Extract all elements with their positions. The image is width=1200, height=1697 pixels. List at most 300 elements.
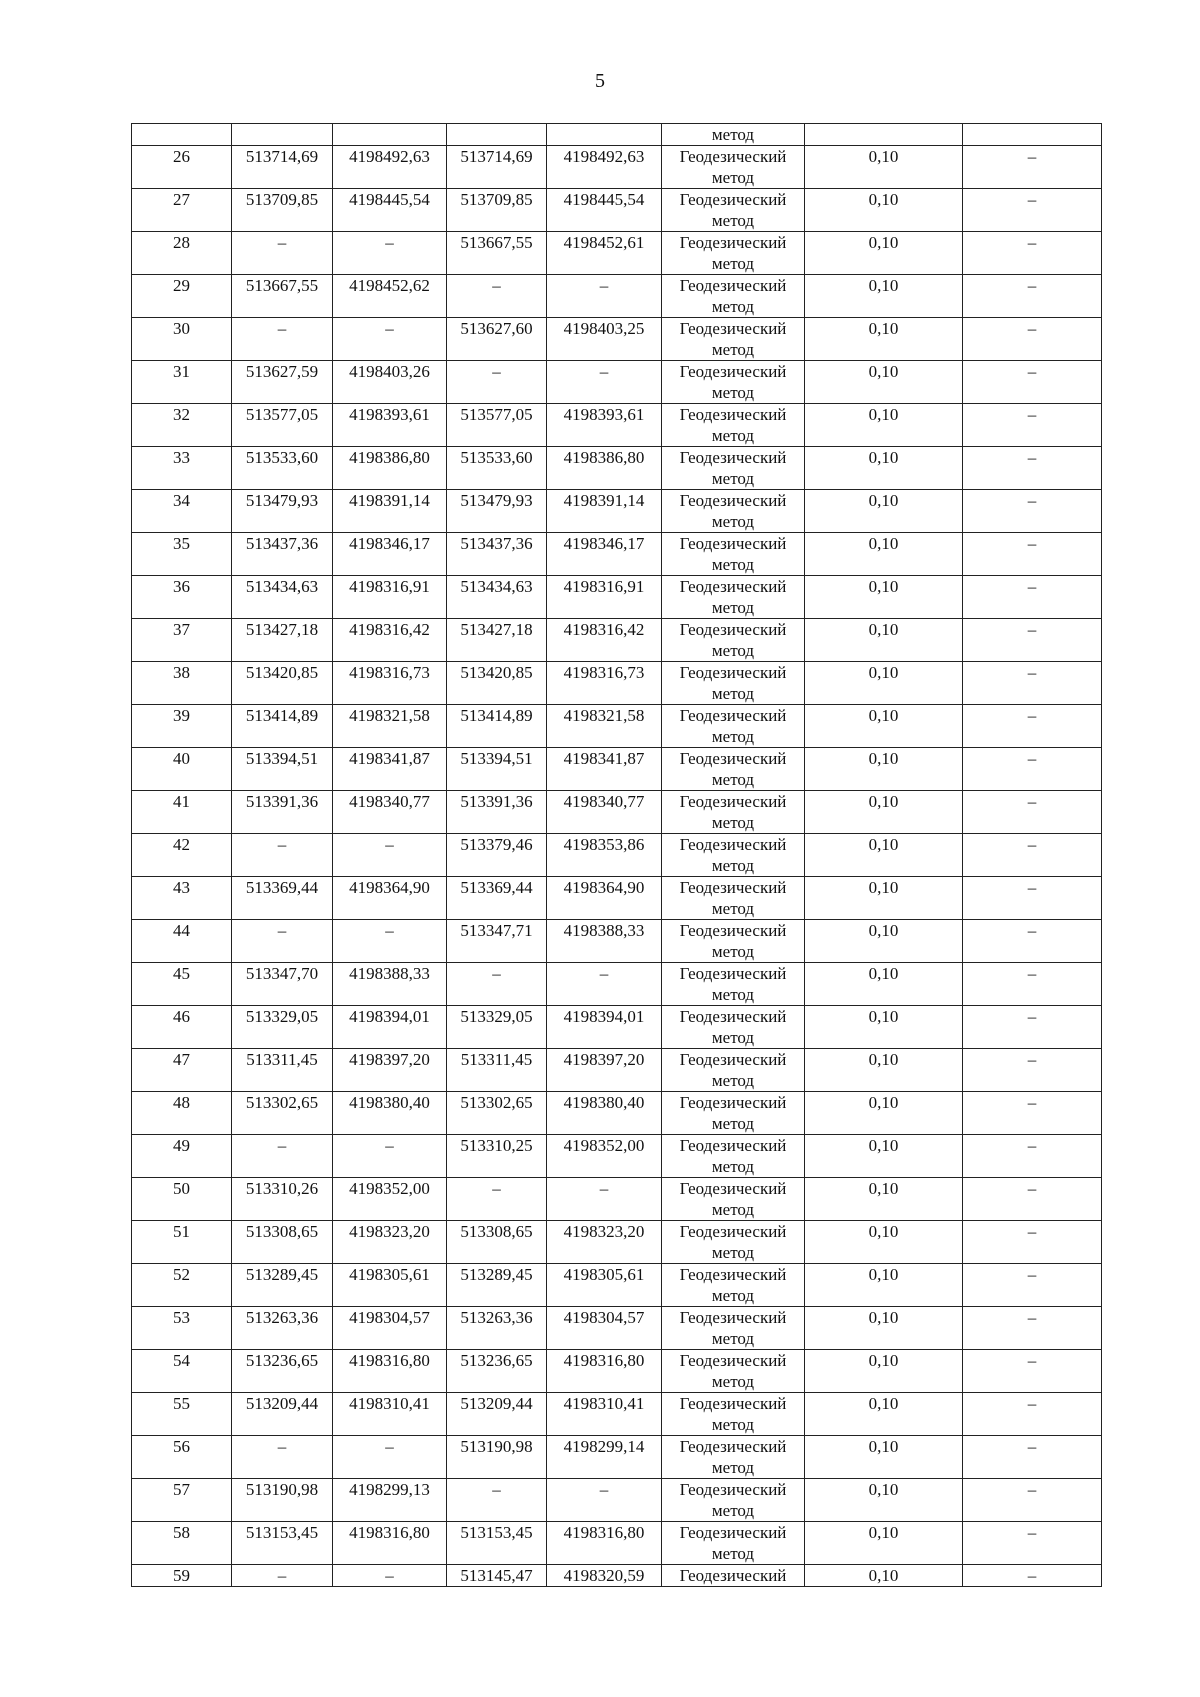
method-line1: Геодезический [679, 1351, 787, 1370]
cell-precision: 0,10 [805, 318, 963, 361]
cell-note: – [963, 318, 1102, 361]
cell-number: 46 [132, 1006, 232, 1049]
cell-y1: 4198316,42 [333, 619, 447, 662]
method-line1: Геодезический [679, 620, 787, 639]
cell-x1: 513667,55 [232, 275, 333, 318]
cell-note: – [963, 1393, 1102, 1436]
cell-y2: 4198403,25 [547, 318, 662, 361]
cell-note: – [963, 275, 1102, 318]
cell-precision: 0,10 [805, 1479, 963, 1522]
cell-precision: 0,10 [805, 1006, 963, 1049]
cell-x1: 513302,65 [232, 1092, 333, 1135]
cell-x1: 513347,70 [232, 963, 333, 1006]
cell-y2: 4198352,00 [547, 1135, 662, 1178]
table-row [132, 1436, 1102, 1479]
cell-precision: 0,10 [805, 834, 963, 877]
cell-precision: 0,10 [805, 1350, 963, 1393]
cell-x1: 513369,44 [232, 877, 333, 920]
cell-y1: 4198394,01 [333, 1006, 447, 1049]
cell-precision: 0,10 [805, 1565, 963, 1587]
cell-precision: 0,10 [805, 533, 963, 576]
method-line1: Геодезический [679, 1566, 787, 1585]
cell-method [662, 1479, 805, 1522]
cell-y2: 4198492,63 [547, 146, 662, 189]
method-line1: Геодезический [679, 1093, 787, 1112]
cell-precision: 0,10 [805, 490, 963, 533]
cell-method [662, 1307, 805, 1350]
method-line2: метод [711, 254, 755, 273]
cell-number: 55 [132, 1393, 232, 1436]
cell-note: – [963, 146, 1102, 189]
cell-x1: 513209,44 [232, 1393, 333, 1436]
table-row [132, 447, 1102, 490]
method-line1: Геодезический [679, 1480, 787, 1499]
cell-x2: 513329,05 [447, 1006, 547, 1049]
cell-precision: 0,10 [805, 963, 963, 1006]
cell-number: 32 [132, 404, 232, 447]
cell-method [662, 1565, 805, 1587]
cell-x2: 513434,63 [447, 576, 547, 619]
cell-number: 31 [132, 361, 232, 404]
cell-y2: 4198316,73 [547, 662, 662, 705]
cell-method [662, 791, 805, 834]
method-line2: метод [711, 641, 755, 660]
cell-method [662, 404, 805, 447]
cell-x1: 513434,63 [232, 576, 333, 619]
method-line2: метод [711, 1372, 755, 1391]
cell-y1: 4198364,90 [333, 877, 447, 920]
cell-method [662, 275, 805, 318]
cell-y1 [333, 124, 447, 146]
table-row [132, 404, 1102, 447]
cell-method [662, 1350, 805, 1393]
cell-x2: 513437,36 [447, 533, 547, 576]
cell-y2: 4198397,20 [547, 1049, 662, 1092]
cell-precision: 0,10 [805, 662, 963, 705]
method-line2: метод [711, 426, 755, 445]
cell-x2: – [447, 963, 547, 1006]
cell-note: – [963, 963, 1102, 1006]
cell-note: – [963, 619, 1102, 662]
cell-precision: 0,10 [805, 920, 963, 963]
cell-x2: 513414,89 [447, 705, 547, 748]
method-line2: метод [711, 340, 755, 359]
cell-x2: 513190,98 [447, 1436, 547, 1479]
cell-note: – [963, 1565, 1102, 1587]
table-row [132, 748, 1102, 791]
table-row [132, 1522, 1102, 1565]
method-line2: метод [711, 1200, 755, 1219]
cell-y1: 4198397,20 [333, 1049, 447, 1092]
table-row [132, 576, 1102, 619]
cell-x2: 513420,85 [447, 662, 547, 705]
cell-number: 53 [132, 1307, 232, 1350]
cell-note: – [963, 920, 1102, 963]
cell-note: – [963, 705, 1102, 748]
method-line2: метод [711, 1501, 755, 1520]
cell-x1: 513329,05 [232, 1006, 333, 1049]
method-line2: метод [711, 727, 755, 746]
cell-x1: – [232, 1135, 333, 1178]
cell-precision: 0,10 [805, 1221, 963, 1264]
cell-precision: 0,10 [805, 447, 963, 490]
cell-note: – [963, 576, 1102, 619]
cell-y1: 4198316,80 [333, 1350, 447, 1393]
cell-precision: 0,10 [805, 361, 963, 404]
cell-method [662, 189, 805, 232]
cell-y2: 4198346,17 [547, 533, 662, 576]
cell-precision [805, 124, 963, 146]
cell-x1: – [232, 1436, 333, 1479]
table-row [132, 1006, 1102, 1049]
cell-note: – [963, 1264, 1102, 1307]
cell-y1: 4198492,63 [333, 146, 447, 189]
cell-method [662, 920, 805, 963]
cell-x2: 513427,18 [447, 619, 547, 662]
cell-method: метод [662, 124, 805, 146]
cell-note: – [963, 490, 1102, 533]
cell-note: – [963, 404, 1102, 447]
method-line1: Геодезический [679, 1136, 787, 1155]
cell-y1: 4198304,57 [333, 1307, 447, 1350]
table-row [132, 619, 1102, 662]
cell-x2: – [447, 275, 547, 318]
cell-y2: – [547, 963, 662, 1006]
cell-number: 56 [132, 1436, 232, 1479]
cell-y1: 4198452,62 [333, 275, 447, 318]
table-row [132, 318, 1102, 361]
method-line2: метод [711, 985, 755, 1004]
cell-y1: – [333, 1436, 447, 1479]
cell-precision: 0,10 [805, 146, 963, 189]
cell-number: 42 [132, 834, 232, 877]
method-line1: Геодезический [679, 878, 787, 897]
cell-x2: 513302,65 [447, 1092, 547, 1135]
cell-note: – [963, 1006, 1102, 1049]
cell-x2: 513311,45 [447, 1049, 547, 1092]
cell-method [662, 1178, 805, 1221]
cell-y2: 4198353,86 [547, 834, 662, 877]
cell-y1: 4198403,26 [333, 361, 447, 404]
cell-y2: 4198340,77 [547, 791, 662, 834]
cell-number: 51 [132, 1221, 232, 1264]
cell-note: – [963, 1049, 1102, 1092]
cell-y2: 4198445,54 [547, 189, 662, 232]
cell-y1: 4198380,40 [333, 1092, 447, 1135]
cell-note: – [963, 189, 1102, 232]
cell-note: – [963, 361, 1102, 404]
cell-number: 47 [132, 1049, 232, 1092]
cell-note: – [963, 748, 1102, 791]
cell-number: 36 [132, 576, 232, 619]
cell-number: 50 [132, 1178, 232, 1221]
cell-method [662, 361, 805, 404]
cell-method [662, 619, 805, 662]
cell-method [662, 1049, 805, 1092]
table-row [132, 963, 1102, 1006]
cell-note: – [963, 1479, 1102, 1522]
cell-y1: 4198352,00 [333, 1178, 447, 1221]
cell-y1: 4198305,61 [333, 1264, 447, 1307]
cell-x2: 513577,05 [447, 404, 547, 447]
page-number: 5 [595, 70, 605, 92]
cell-y1: 4198346,17 [333, 533, 447, 576]
cell-number: 40 [132, 748, 232, 791]
cell-x2: 513709,85 [447, 189, 547, 232]
method-line1: Геодезический [679, 190, 787, 209]
cell-y1: 4198316,73 [333, 662, 447, 705]
cell-y2: 4198386,80 [547, 447, 662, 490]
cell-precision: 0,10 [805, 1049, 963, 1092]
cell-y2: 4198316,80 [547, 1350, 662, 1393]
cell-y1: 4198391,14 [333, 490, 447, 533]
cell-x2: 513209,44 [447, 1393, 547, 1436]
cell-precision: 0,10 [805, 576, 963, 619]
cell-x1: 513153,45 [232, 1522, 333, 1565]
cell-note: – [963, 1178, 1102, 1221]
cell-precision: 0,10 [805, 1178, 963, 1221]
cell-number: 29 [132, 275, 232, 318]
cell-x1: 513709,85 [232, 189, 333, 232]
cell-x1: 513714,69 [232, 146, 333, 189]
cell-note: – [963, 1436, 1102, 1479]
cell-y2: 4198310,41 [547, 1393, 662, 1436]
cell-precision: 0,10 [805, 1393, 963, 1436]
table-row [132, 920, 1102, 963]
cell-x2: 513308,65 [447, 1221, 547, 1264]
cell-y2: – [547, 1178, 662, 1221]
cell-precision: 0,10 [805, 1436, 963, 1479]
cell-note: – [963, 1092, 1102, 1135]
method-line2: метод [711, 512, 755, 531]
cell-y1: – [333, 1565, 447, 1587]
table-body [132, 124, 1102, 1587]
cell-precision: 0,10 [805, 791, 963, 834]
cell-y2: 4198304,57 [547, 1307, 662, 1350]
method-line2: метод [711, 598, 755, 617]
cell-y1: 4198386,80 [333, 447, 447, 490]
cell-y2: 4198321,58 [547, 705, 662, 748]
cell-method [662, 705, 805, 748]
cell-number: 34 [132, 490, 232, 533]
table-row [132, 1049, 1102, 1092]
table-row [132, 1479, 1102, 1522]
cell-y2: 4198452,61 [547, 232, 662, 275]
cell-method [662, 1135, 805, 1178]
cell-x2: – [447, 361, 547, 404]
table-row [132, 662, 1102, 705]
cell-y2: 4198323,20 [547, 1221, 662, 1264]
cell-number: 59 [132, 1565, 232, 1587]
cell-number: 58 [132, 1522, 232, 1565]
cell-precision: 0,10 [805, 189, 963, 232]
cell-precision: 0,10 [805, 275, 963, 318]
method-line2: метод [711, 555, 755, 574]
cell-x1: 513289,45 [232, 1264, 333, 1307]
method-line2: метод [711, 684, 755, 703]
table-row [132, 1393, 1102, 1436]
cell-y1: – [333, 920, 447, 963]
cell-number: 28 [132, 232, 232, 275]
method-line1: Геодезический [679, 1523, 787, 1542]
cell-note [963, 124, 1102, 146]
cell-x2: 513667,55 [447, 232, 547, 275]
table-row [132, 232, 1102, 275]
cell-number: 26 [132, 146, 232, 189]
cell-number: 37 [132, 619, 232, 662]
cell-y1: 4198323,20 [333, 1221, 447, 1264]
cell-x2: 513263,36 [447, 1307, 547, 1350]
method-line2: метод [711, 770, 755, 789]
cell-note: – [963, 791, 1102, 834]
table-row [132, 490, 1102, 533]
cell-x1: – [232, 834, 333, 877]
cell-y1: 4198445,54 [333, 189, 447, 232]
table-row [132, 1264, 1102, 1307]
cell-x2: 513627,60 [447, 318, 547, 361]
method-line1: Геодезический [679, 534, 787, 553]
cell-number: 38 [132, 662, 232, 705]
cell-y2: 4198391,14 [547, 490, 662, 533]
method-line2: метод [711, 1329, 755, 1348]
method-line2: метод [711, 1157, 755, 1176]
cell-method [662, 576, 805, 619]
cell-note: – [963, 834, 1102, 877]
table-row [132, 877, 1102, 920]
cell-precision: 0,10 [805, 1307, 963, 1350]
method-line2: метод [711, 1071, 755, 1090]
cell-y2 [547, 124, 662, 146]
cell-x1: 513427,18 [232, 619, 333, 662]
cell-precision: 0,10 [805, 1522, 963, 1565]
cell-y2: 4198316,42 [547, 619, 662, 662]
cell-method [662, 1393, 805, 1436]
method-line2: метод [711, 1286, 755, 1305]
cell-x1: 513577,05 [232, 404, 333, 447]
method-line1: Геодезический [679, 448, 787, 467]
cell-number: 30 [132, 318, 232, 361]
cell-y1: – [333, 834, 447, 877]
method-line2: метод [711, 1243, 755, 1262]
cell-note: – [963, 1307, 1102, 1350]
cell-x2: 513347,71 [447, 920, 547, 963]
cell-y2: 4198299,14 [547, 1436, 662, 1479]
table-row [132, 1307, 1102, 1350]
table-row [132, 189, 1102, 232]
table-row [132, 1178, 1102, 1221]
coordinates-table [131, 123, 1102, 1587]
cell-note: – [963, 232, 1102, 275]
method-line2: метод [711, 1114, 755, 1133]
method-line1: Геодезический [679, 233, 787, 252]
cell-method [662, 877, 805, 920]
table-row [132, 361, 1102, 404]
cell-x2: 513533,60 [447, 447, 547, 490]
cell-note: – [963, 1221, 1102, 1264]
cell-method [662, 1006, 805, 1049]
table-row [132, 1092, 1102, 1135]
cell-x2: 513145,47 [447, 1565, 547, 1587]
method-line1: Геодезический [679, 491, 787, 510]
method-line1: Геодезический [679, 405, 787, 424]
method-line1: Геодезический [679, 1437, 787, 1456]
method-line1: Геодезический [679, 577, 787, 596]
table-row [132, 1565, 1102, 1587]
cell-method [662, 963, 805, 1006]
method-line1: Геодезический [679, 147, 787, 166]
cell-y1: – [333, 318, 447, 361]
cell-y1: – [333, 1135, 447, 1178]
cell-x1: 513479,93 [232, 490, 333, 533]
cell-precision: 0,10 [805, 877, 963, 920]
method-line1: Геодезический [679, 792, 787, 811]
method-line2: метод [711, 1028, 755, 1047]
table-row [132, 834, 1102, 877]
cell-y2: 4198305,61 [547, 1264, 662, 1307]
method-line2: метод [711, 1544, 755, 1563]
cell-y2: 4198393,61 [547, 404, 662, 447]
cell-y2: 4198341,87 [547, 748, 662, 791]
method-line2: метод [711, 211, 755, 230]
cell-number: 35 [132, 533, 232, 576]
cell-note: – [963, 533, 1102, 576]
cell-method [662, 748, 805, 791]
cell-y1: 4198316,91 [333, 576, 447, 619]
method-line2: метод [711, 942, 755, 961]
continuation-row [132, 124, 1102, 146]
cell-x2: – [447, 1479, 547, 1522]
cell-x2: 513369,44 [447, 877, 547, 920]
cell-y1: 4198299,13 [333, 1479, 447, 1522]
cell-note: – [963, 1350, 1102, 1393]
cell-number: 57 [132, 1479, 232, 1522]
cell-precision: 0,10 [805, 232, 963, 275]
method-line1: Геодезический [679, 921, 787, 940]
cell-x1: 513311,45 [232, 1049, 333, 1092]
method-line1: Геодезический [679, 1265, 787, 1284]
cell-x1: 513310,26 [232, 1178, 333, 1221]
cell-y1: – [333, 232, 447, 275]
cell-x1: 513533,60 [232, 447, 333, 490]
cell-x1: 513236,65 [232, 1350, 333, 1393]
cell-method [662, 146, 805, 189]
cell-y1: 4198341,87 [333, 748, 447, 791]
cell-x1: 513391,36 [232, 791, 333, 834]
cell-note: – [963, 1522, 1102, 1565]
cell-x2: – [447, 1178, 547, 1221]
method-line1: Геодезический [679, 276, 787, 295]
cell-number: 52 [132, 1264, 232, 1307]
method-line2: метод [711, 813, 755, 832]
cell-number: 54 [132, 1350, 232, 1393]
cell-method [662, 232, 805, 275]
method-line1: Геодезический [679, 964, 787, 983]
method-line1: Геодезический [679, 663, 787, 682]
cell-y2: 4198388,33 [547, 920, 662, 963]
cell-number: 48 [132, 1092, 232, 1135]
cell-x1: – [232, 232, 333, 275]
cell-y2: – [547, 1479, 662, 1522]
cell-method [662, 447, 805, 490]
cell-y2: 4198316,91 [547, 576, 662, 619]
cell-method [662, 1436, 805, 1479]
cell-x1: 513190,98 [232, 1479, 333, 1522]
cell-x1: – [232, 318, 333, 361]
table-row [132, 275, 1102, 318]
cell-method [662, 490, 805, 533]
cell-number: 33 [132, 447, 232, 490]
cell-note: – [963, 877, 1102, 920]
